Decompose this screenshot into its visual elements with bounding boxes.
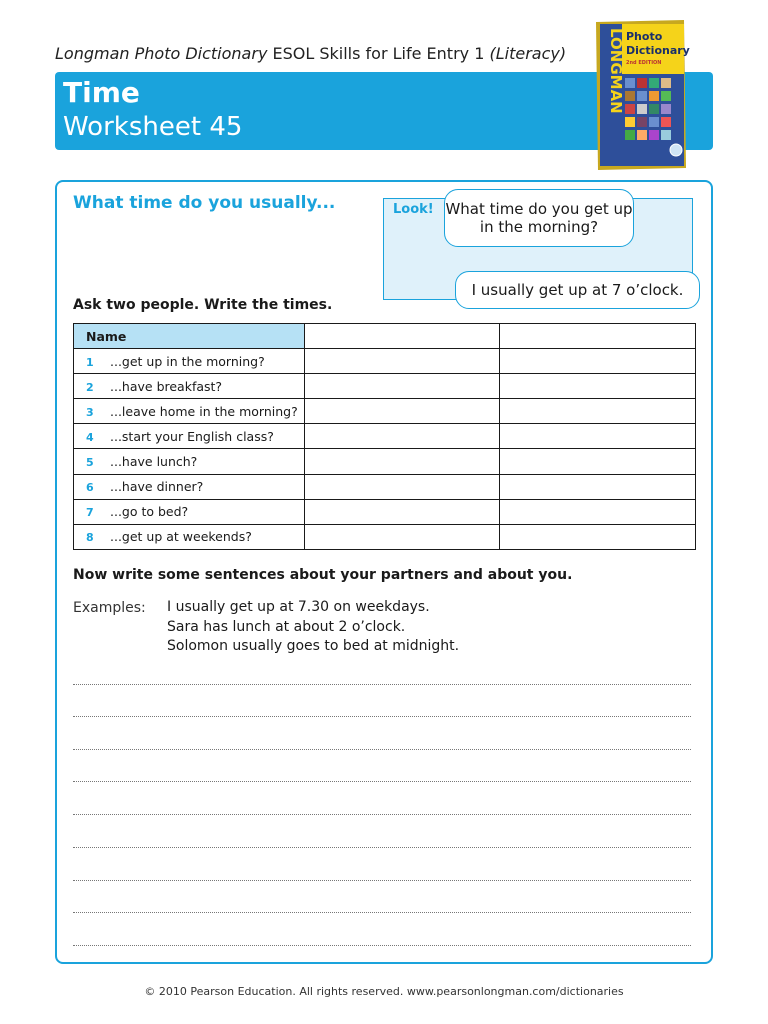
writing-instruction: Now write some sentences about your partners and about you. bbox=[73, 567, 573, 583]
partner-1-name-cell[interactable] bbox=[305, 324, 500, 349]
answer-cell[interactable] bbox=[305, 424, 500, 449]
answer-cell[interactable] bbox=[305, 524, 500, 549]
example-sentence: I usually get up at 7.30 on weekdays. bbox=[167, 599, 430, 615]
row-question: ...have breakfast? bbox=[110, 378, 223, 394]
answer-cell[interactable] bbox=[500, 399, 696, 424]
row-question: ...leave home in the morning? bbox=[110, 403, 298, 419]
writing-line[interactable] bbox=[73, 781, 691, 782]
table-row bbox=[74, 424, 696, 449]
series-italic: Longman Photo Dictionary bbox=[55, 44, 268, 63]
book-title-1: Photo bbox=[626, 30, 663, 43]
speech-bubble-question: What time do you get up in the morning? bbox=[444, 189, 634, 247]
answer-cell[interactable] bbox=[500, 349, 696, 374]
writing-line[interactable] bbox=[73, 945, 691, 946]
writing-line[interactable] bbox=[73, 912, 691, 913]
answer-cell[interactable] bbox=[500, 499, 696, 524]
row-number: 5 bbox=[86, 456, 94, 470]
answer-cell[interactable] bbox=[305, 474, 500, 499]
writing-line[interactable] bbox=[73, 716, 691, 717]
answer-cell[interactable] bbox=[305, 349, 500, 374]
example-sentence: Solomon usually goes to bed at midnight. bbox=[167, 638, 460, 654]
answer-cell[interactable] bbox=[500, 524, 696, 549]
section-heading: What time do you usually... bbox=[73, 193, 336, 213]
book-cover-image bbox=[592, 20, 696, 172]
row-number: 6 bbox=[86, 481, 94, 495]
series-line bbox=[55, 44, 566, 63]
table-row bbox=[74, 449, 696, 474]
answer-cell[interactable] bbox=[305, 449, 500, 474]
series-rest: ESOL Skills for Life Entry 1 bbox=[267, 44, 490, 63]
answer-cell[interactable] bbox=[500, 449, 696, 474]
times-table bbox=[73, 323, 696, 550]
speech-bubble-answer: I usually get up at 7 o’clock. bbox=[455, 271, 700, 309]
table-row bbox=[74, 349, 696, 374]
table-row bbox=[74, 524, 696, 549]
partner-2-name-cell[interactable] bbox=[500, 324, 696, 349]
worksheet-number: Worksheet 45 bbox=[63, 112, 243, 142]
writing-line[interactable] bbox=[73, 814, 691, 815]
writing-line[interactable] bbox=[73, 847, 691, 848]
row-number: 4 bbox=[86, 430, 94, 444]
row-number: 1 bbox=[86, 355, 94, 369]
series-tail: (Literacy) bbox=[489, 44, 567, 63]
examples-label: Examples: bbox=[73, 600, 146, 616]
row-question: ...get up in the morning? bbox=[110, 353, 265, 369]
answer-cell[interactable] bbox=[305, 374, 500, 399]
table-row bbox=[74, 399, 696, 424]
name-header: Name bbox=[74, 324, 305, 349]
row-question: ...start your English class? bbox=[110, 428, 274, 444]
table-row bbox=[74, 474, 696, 499]
writing-line[interactable] bbox=[73, 684, 691, 685]
look-label: Look! bbox=[393, 202, 434, 217]
writing-line[interactable] bbox=[73, 880, 691, 881]
writing-line[interactable] bbox=[73, 749, 691, 750]
row-number: 7 bbox=[86, 506, 94, 520]
row-question: ...have lunch? bbox=[110, 454, 198, 470]
answer-cell[interactable] bbox=[500, 374, 696, 399]
table-header-row bbox=[74, 324, 696, 349]
row-question: ...have dinner? bbox=[110, 479, 204, 495]
table-instruction: Ask two people. Write the times. bbox=[73, 297, 333, 313]
answer-cell[interactable] bbox=[305, 399, 500, 424]
copyright-footer: © 2010 Pearson Education. All rights reserved. www.pearsonlongman.com/dictionaries bbox=[144, 985, 624, 998]
row-question: ...get up at weekends? bbox=[110, 529, 252, 545]
page-title: Time bbox=[63, 76, 140, 109]
table-row bbox=[74, 374, 696, 399]
book-edition: 2nd EDITION bbox=[626, 60, 662, 66]
answer-cell[interactable] bbox=[305, 499, 500, 524]
answer-cell[interactable] bbox=[500, 424, 696, 449]
book-title-2: Dictionary bbox=[626, 44, 690, 57]
example-sentence: Sara has lunch at about 2 o’clock. bbox=[167, 619, 406, 635]
row-number: 2 bbox=[86, 380, 94, 394]
row-number: 8 bbox=[86, 531, 94, 545]
row-number: 3 bbox=[86, 405, 94, 419]
answer-cell[interactable] bbox=[500, 474, 696, 499]
book-brand: LONGMAN bbox=[607, 28, 625, 114]
table-row bbox=[74, 499, 696, 524]
row-question: ...go to bed? bbox=[110, 504, 189, 520]
